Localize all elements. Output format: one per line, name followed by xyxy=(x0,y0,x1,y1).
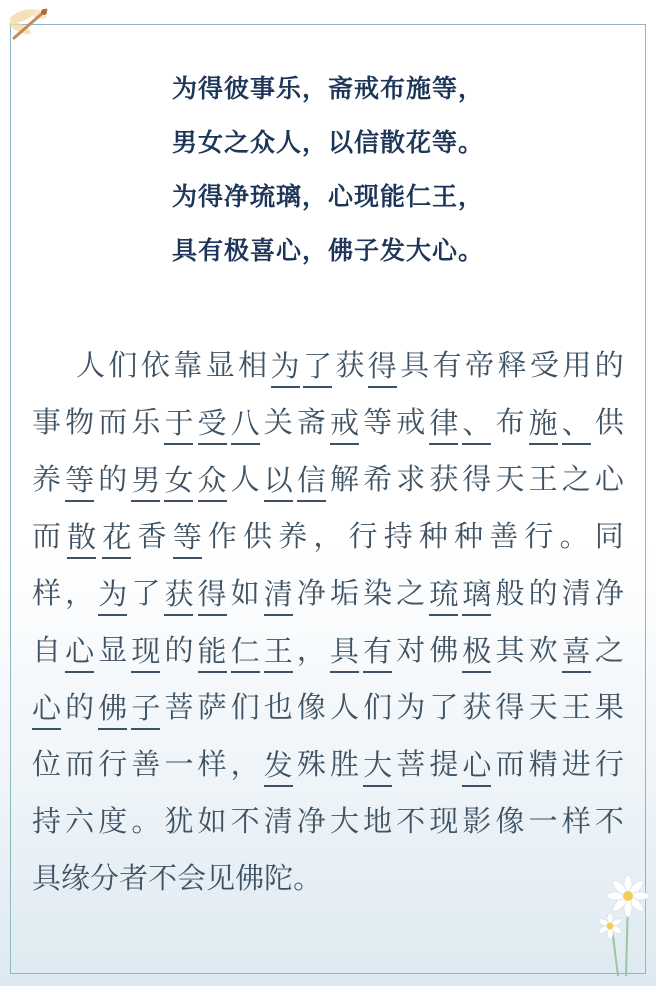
underlined-char: 等 xyxy=(173,517,202,559)
commentary-char: 作 xyxy=(207,519,237,553)
underlined-char: 琉 xyxy=(429,574,458,616)
underlined-char: 心 xyxy=(462,745,491,787)
commentary-line xyxy=(32,394,624,451)
commentary-char: 得 xyxy=(462,462,492,496)
verse-line: 为得净琉璃，心现能仁王， xyxy=(171,182,484,211)
underlined-char: 以 xyxy=(264,460,293,502)
commentary-char: 之 xyxy=(396,576,426,610)
commentary-line xyxy=(32,451,624,508)
commentary-char: 分 xyxy=(90,861,120,895)
commentary-char: 斋 xyxy=(296,405,326,439)
commentary-char: 陀 xyxy=(264,861,294,895)
commentary-char: 天 xyxy=(528,690,558,724)
commentary-char: 布 xyxy=(495,405,525,439)
commentary-char: 具 xyxy=(400,348,430,382)
commentary-char: 的 xyxy=(164,633,194,667)
commentary-char: 香 xyxy=(137,519,167,553)
commentary-char: 善 xyxy=(489,519,519,553)
underlined-char: 于 xyxy=(164,403,193,445)
commentary-char: ， xyxy=(313,519,343,553)
commentary-char: 影 xyxy=(462,804,492,838)
commentary-char: 供 xyxy=(594,405,624,439)
commentary-char: 获 xyxy=(462,690,492,724)
underlined-char: 仁 xyxy=(231,631,260,673)
commentary-char: 清 xyxy=(263,804,293,838)
underlined-char: 、 xyxy=(562,403,591,445)
commentary-char: 而 xyxy=(495,747,525,781)
underlined-char: 喜 xyxy=(562,631,591,673)
commentary-char: 帝 xyxy=(465,348,495,382)
underlined-char: 发 xyxy=(264,745,293,787)
underlined-char: 女 xyxy=(164,460,193,502)
underlined-char: 信 xyxy=(297,460,326,502)
commentary-char: 不 xyxy=(148,861,178,895)
commentary-char: 犹 xyxy=(164,804,194,838)
commentary-char: 行 xyxy=(98,747,128,781)
underlined-char: 子 xyxy=(131,688,160,730)
commentary-char: 像 xyxy=(495,804,525,838)
commentary-char: ， xyxy=(296,633,326,667)
underlined-char: 了 xyxy=(303,346,332,388)
commentary-char: 们 xyxy=(230,690,260,724)
commentary-char: 善 xyxy=(131,747,161,781)
daisy-flower-icon xyxy=(588,868,648,978)
commentary-char: 供 xyxy=(243,519,273,553)
underlined-char: 现 xyxy=(131,631,160,673)
commentary-char: 一 xyxy=(164,747,194,781)
commentary-char: ， xyxy=(65,576,95,610)
underlined-char: 、 xyxy=(462,403,491,445)
commentary-char: 佛 xyxy=(429,633,459,667)
commentary-char: 地 xyxy=(363,804,393,838)
commentary-char: 萨 xyxy=(197,690,227,724)
dragonfly-icon xyxy=(6,4,52,44)
commentary-char: 种 xyxy=(418,519,448,553)
commentary-char: 持 xyxy=(383,519,413,553)
commentary-line xyxy=(32,679,624,736)
commentary-char: 的 xyxy=(98,462,128,496)
commentary-char: 其 xyxy=(495,633,525,667)
underlined-char: 佛 xyxy=(98,688,127,730)
underlined-char: 得 xyxy=(368,346,397,388)
commentary-char: 物 xyxy=(65,405,95,439)
underlined-char: 散 xyxy=(67,517,96,559)
commentary-char: 净 xyxy=(594,576,624,610)
commentary-char: 靠 xyxy=(173,348,203,382)
commentary-char: 们 xyxy=(363,690,393,724)
commentary-char: 释 xyxy=(497,348,527,382)
commentary-char: 有 xyxy=(432,348,462,382)
commentary-char: 养 xyxy=(278,519,308,553)
commentary-char: 之 xyxy=(561,462,591,496)
commentary-char: 解 xyxy=(329,462,359,496)
underlined-char: 心 xyxy=(32,688,61,730)
commentary-line xyxy=(32,793,624,850)
underlined-char: 具 xyxy=(330,631,359,673)
commentary-char: 们 xyxy=(108,348,138,382)
commentary-char: 了 xyxy=(429,690,459,724)
underlined-char: 得 xyxy=(198,574,227,616)
commentary-char: 。 xyxy=(559,519,589,553)
underlined-char: 璃 xyxy=(462,574,491,616)
commentary-char: 精 xyxy=(528,747,558,781)
underlined-char: 极 xyxy=(462,631,491,673)
commentary-char: 显 xyxy=(98,633,128,667)
commentary-char: 行 xyxy=(594,747,624,781)
commentary-char: 不 xyxy=(230,804,260,838)
commentary-char: 具 xyxy=(32,861,62,895)
commentary-char: 行 xyxy=(524,519,554,553)
commentary-char: 得 xyxy=(495,690,525,724)
commentary-char: 菩 xyxy=(164,690,194,724)
commentary-char: 佛 xyxy=(235,861,265,895)
commentary-char: 种 xyxy=(454,519,484,553)
commentary-char: 垢 xyxy=(329,576,359,610)
underlined-char: 为 xyxy=(98,574,127,616)
commentary-char: 养 xyxy=(32,462,62,496)
commentary-line xyxy=(32,736,624,793)
verse-line: 为得彼事乐，斋戒布施等， xyxy=(171,74,484,103)
underlined-char: 等 xyxy=(65,460,94,502)
underlined-char: 花 xyxy=(102,517,131,559)
commentary-char: 会 xyxy=(177,861,207,895)
commentary-char: 一 xyxy=(528,804,558,838)
underlined-char: 律 xyxy=(429,403,458,445)
commentary-char: 乐 xyxy=(131,405,161,439)
commentary-char: 行 xyxy=(348,519,378,553)
underlined-char: 八 xyxy=(231,403,260,445)
underlined-char: 戒 xyxy=(330,403,359,445)
commentary-char: 也 xyxy=(263,690,293,724)
commentary-char: 自 xyxy=(32,633,62,667)
commentary-char: 的 xyxy=(65,690,95,724)
commentary-block xyxy=(32,337,624,907)
commentary-char: 进 xyxy=(561,747,591,781)
underlined-char: 众 xyxy=(198,460,227,502)
underlined-char: 大 xyxy=(363,745,392,787)
commentary-line xyxy=(32,565,624,622)
commentary-char: 大 xyxy=(329,804,359,838)
commentary-char: 相 xyxy=(238,348,268,382)
underlined-char: 获 xyxy=(164,574,193,616)
commentary-char: 像 xyxy=(296,690,326,724)
commentary-char: 人 xyxy=(329,690,359,724)
verse-line: 男女之众人，以信散花等。 xyxy=(171,128,484,157)
commentary-char: 果 xyxy=(594,690,624,724)
commentary-char: 王 xyxy=(528,462,558,496)
commentary-char: 净 xyxy=(296,576,326,610)
commentary-char: 殊 xyxy=(296,747,326,781)
commentary-char: 不 xyxy=(594,804,624,838)
underlined-char: 清 xyxy=(264,574,293,616)
commentary-char: 。 xyxy=(293,861,323,895)
commentary-char: 而 xyxy=(32,519,62,553)
commentary-char: 关 xyxy=(263,405,293,439)
commentary-char: 事 xyxy=(32,405,62,439)
underlined-char: 能 xyxy=(198,631,227,673)
commentary-char: 人 xyxy=(76,348,106,382)
commentary-char: 样 xyxy=(561,804,591,838)
commentary-char: 提 xyxy=(429,747,459,781)
commentary-char: 般 xyxy=(495,576,525,610)
commentary-char: 现 xyxy=(429,804,459,838)
underlined-char: 为 xyxy=(271,346,300,388)
commentary-char: 持 xyxy=(32,804,62,838)
commentary-char: 缘 xyxy=(61,861,91,895)
commentary-char: 的 xyxy=(594,348,624,382)
commentary-line xyxy=(32,337,624,394)
commentary-char: 而 xyxy=(98,405,128,439)
commentary-char: 六 xyxy=(65,804,95,838)
commentary-char: 希 xyxy=(363,462,393,496)
commentary-char: 的 xyxy=(528,576,558,610)
commentary-char: 如 xyxy=(197,804,227,838)
commentary-char: 菩 xyxy=(396,747,426,781)
commentary-char: 染 xyxy=(363,576,393,610)
commentary-char: 位 xyxy=(32,747,62,781)
commentary-char: 。 xyxy=(131,804,161,838)
commentary-char: 净 xyxy=(296,804,326,838)
commentary-char: 欢 xyxy=(528,633,558,667)
commentary-line xyxy=(32,850,624,907)
commentary-char: 依 xyxy=(140,348,170,382)
commentary-char: 获 xyxy=(429,462,459,496)
commentary-char: 了 xyxy=(131,576,161,610)
commentary-char: 受 xyxy=(529,348,559,382)
commentary-char: 天 xyxy=(495,462,525,496)
commentary-char: 度 xyxy=(98,804,128,838)
commentary-line xyxy=(32,622,624,679)
commentary-char: 心 xyxy=(594,462,624,496)
underlined-char: 受 xyxy=(198,403,227,445)
commentary-char: 不 xyxy=(396,804,426,838)
commentary-char: 同 xyxy=(594,519,624,553)
verse-block xyxy=(0,62,656,278)
commentary-char: 为 xyxy=(396,690,426,724)
commentary-char: 显 xyxy=(205,348,235,382)
commentary-char: 胜 xyxy=(329,747,359,781)
underlined-char: 男 xyxy=(131,460,160,502)
commentary-char: 用 xyxy=(562,348,592,382)
commentary-char: 人 xyxy=(230,462,260,496)
commentary-char: 获 xyxy=(335,348,365,382)
commentary-char: 戒 xyxy=(396,405,426,439)
commentary-char: 者 xyxy=(119,861,149,895)
commentary-char: 样 xyxy=(197,747,227,781)
commentary-char: 而 xyxy=(65,747,95,781)
verse-line: 具有极喜心，佛子发大心。 xyxy=(171,236,484,265)
commentary-char: 王 xyxy=(561,690,591,724)
commentary-char: 求 xyxy=(396,462,426,496)
commentary-char: 等 xyxy=(363,405,393,439)
underlined-char: 有 xyxy=(363,631,392,673)
underlined-char: 王 xyxy=(264,631,293,673)
underlined-char: 施 xyxy=(529,403,558,445)
commentary-line xyxy=(32,508,624,565)
commentary-char: 对 xyxy=(396,633,426,667)
commentary-char: 如 xyxy=(230,576,260,610)
underlined-char: 心 xyxy=(65,631,94,673)
commentary-char: ， xyxy=(230,747,260,781)
commentary-char: 样 xyxy=(32,576,62,610)
commentary-char: 之 xyxy=(594,633,624,667)
commentary-char: 清 xyxy=(561,576,591,610)
commentary-char: 见 xyxy=(206,861,236,895)
